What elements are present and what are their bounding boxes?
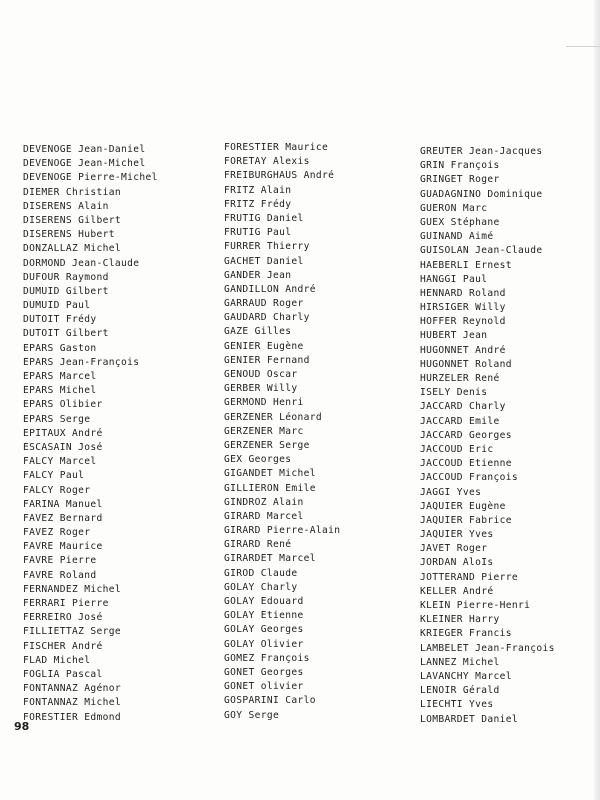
list-item: DISERENS Hubert bbox=[23, 229, 115, 241]
name-column-3 bbox=[420, 145, 555, 727]
list-item: FAVRE Maurice bbox=[23, 541, 103, 553]
list-item: EPARS Gaston bbox=[23, 342, 97, 354]
list-item: JAQUIER Eugène bbox=[420, 500, 506, 512]
list-item: GAUDARD Charly bbox=[224, 312, 310, 324]
list-item: FONTANNAZ Agénor bbox=[23, 683, 122, 695]
list-item: GUISOLAN Jean-Claude bbox=[420, 245, 543, 257]
list-item: GUINAND Aimé bbox=[420, 231, 494, 243]
list-item: KRIEGER Francis bbox=[420, 628, 512, 640]
list-item: JACCOUD François bbox=[420, 472, 519, 484]
list-item: FORESTIER Edmond bbox=[23, 711, 122, 723]
list-item: FAVEZ Roger bbox=[23, 527, 91, 539]
list-item: FRUTIG Paul bbox=[224, 227, 292, 239]
list-item: EPITAUX André bbox=[23, 427, 103, 439]
list-item: FRITZ Frédy bbox=[224, 198, 292, 210]
list-item: JACCOUD Eric bbox=[420, 443, 494, 455]
name-column-2 bbox=[224, 141, 340, 723]
list-item: GIRARD Pierre-Alain bbox=[224, 525, 341, 537]
list-item: LAMBELET Jean-François bbox=[420, 642, 555, 654]
list-item: GINDROZ Alain bbox=[224, 496, 304, 508]
list-item: EPARS Michel bbox=[23, 385, 97, 397]
list-item: DUMUID Paul bbox=[23, 300, 91, 312]
list-item: HUGONNET Roland bbox=[420, 358, 512, 370]
list-item: HOFFER Reynold bbox=[420, 316, 506, 328]
list-item: DEVENOGE Jean-Daniel bbox=[23, 144, 146, 155]
page-edge bbox=[594, 0, 600, 800]
list-item: FERRARI Pierre bbox=[23, 598, 109, 609]
list-item: GOMEZ François bbox=[224, 652, 310, 664]
list-item: JACCARD Georges bbox=[420, 429, 512, 441]
list-item: GIRARDET Marcel bbox=[224, 553, 316, 565]
list-item: GIROD Claude bbox=[224, 567, 298, 579]
list-item: GAZE Gilles bbox=[224, 326, 292, 338]
list-item: FOGLIA Pascal bbox=[23, 668, 103, 680]
list-item: GERZENER Léonard bbox=[224, 411, 323, 423]
list-item: HENNARD Roland bbox=[420, 287, 506, 299]
list-item: LANNEZ Michel bbox=[420, 656, 500, 668]
list-item: GIGANDET Michel bbox=[224, 468, 316, 480]
list-item: ESCASAIN José bbox=[23, 441, 103, 453]
list-item: DUTOIT Gilbert bbox=[23, 328, 109, 340]
list-item: FAVRE Roland bbox=[23, 569, 97, 581]
list-item: HIRSIGER Willy bbox=[420, 302, 506, 314]
list-item: FAVEZ Bernard bbox=[23, 512, 103, 524]
list-item: GEX Georges bbox=[224, 454, 292, 466]
list-item: GUADAGNINO Dominique bbox=[420, 188, 543, 200]
list-item: DEVENOGE Pierre-Michel bbox=[23, 172, 158, 184]
list-item: JAVET Roger bbox=[420, 543, 488, 555]
list-item: JAGGI Yves bbox=[420, 486, 482, 498]
list-item: FERREIRO José bbox=[23, 612, 103, 624]
list-item: KLEINER Harry bbox=[420, 614, 500, 626]
list-item: GANDILLON André bbox=[224, 283, 316, 295]
list-item: GENOUD Oscar bbox=[224, 369, 298, 380]
list-item: JACCARD Emile bbox=[420, 415, 500, 427]
name-column-1 bbox=[23, 143, 158, 725]
list-item: HUGONNET André bbox=[420, 344, 506, 356]
list-item: ISELY Denis bbox=[420, 387, 488, 399]
list-item: GUEX Stéphane bbox=[420, 216, 500, 228]
list-item: JORDAN AloIs bbox=[420, 557, 494, 569]
list-item: JAQUIER Yves bbox=[420, 529, 494, 541]
list-item: DUFOUR Raymond bbox=[23, 271, 109, 283]
list-item: DIEMER Christian bbox=[23, 186, 122, 198]
list-item: EPARS Marcel bbox=[23, 371, 97, 382]
list-item: GARRAUD Roger bbox=[224, 298, 304, 310]
list-item: GANDER Jean bbox=[224, 269, 292, 281]
list-item: LAVANCHY Marcel bbox=[420, 670, 512, 682]
list-item: DUTOIT Frédy bbox=[23, 314, 97, 326]
list-item: FREIBURGHAUS André bbox=[224, 170, 335, 182]
list-item: HUBERT Jean bbox=[420, 330, 488, 342]
list-item: FRUTIG Daniel bbox=[224, 212, 304, 224]
list-item: DISERENS Alain bbox=[23, 200, 109, 212]
list-item: LOMBARDET Daniel bbox=[420, 713, 519, 725]
list-item: GONET Georges bbox=[224, 666, 304, 678]
list-item: GERZENER Serge bbox=[224, 439, 310, 451]
list-item: GREUTER Jean-Jacques bbox=[420, 146, 543, 157]
list-item: GOLAY Olivier bbox=[224, 638, 304, 650]
list-item: FLAD Michel bbox=[23, 654, 91, 666]
list-item: JACCARD Charly bbox=[420, 401, 506, 413]
list-item: FERNANDEZ Michel bbox=[23, 583, 122, 595]
list-item: GACHET Daniel bbox=[224, 255, 304, 267]
list-item: FAVRE Pierre bbox=[23, 555, 97, 567]
list-item: FONTANNAZ Michel bbox=[23, 697, 122, 709]
list-item: JAQUIER Fabrice bbox=[420, 514, 512, 526]
list-item: FRITZ Alain bbox=[224, 184, 292, 196]
list-item: DEVENOGE Jean-Michel bbox=[23, 158, 146, 170]
list-item: KELLER André bbox=[420, 585, 494, 597]
list-item: HANGGI Paul bbox=[420, 273, 488, 285]
list-item: GRIN François bbox=[420, 160, 500, 172]
list-item: FILLIETTAZ Serge bbox=[23, 626, 122, 638]
page-number: 98 bbox=[14, 720, 30, 733]
list-item: GIRARD René bbox=[224, 539, 292, 551]
list-item: EPARS Jean-François bbox=[23, 356, 140, 368]
list-item: FURRER Thierry bbox=[224, 241, 310, 253]
list-item: DISERENS Gilbert bbox=[23, 214, 122, 226]
list-item: LENOIR Gérald bbox=[420, 685, 500, 697]
list-item: FALCY Roger bbox=[23, 484, 91, 496]
list-item: KLEIN Pierre-Henri bbox=[420, 600, 531, 611]
list-item: GERZENER Marc bbox=[224, 425, 304, 437]
list-item: GRINGET Roger bbox=[420, 174, 500, 186]
list-item: FARINA Manuel bbox=[23, 498, 103, 510]
list-item: FORETAY Alexis bbox=[224, 156, 310, 168]
list-item: GENIER Eugène bbox=[224, 340, 304, 352]
list-item: LIECHTI Yves bbox=[420, 699, 494, 711]
list-item: HAEBERLI Ernest bbox=[420, 259, 512, 271]
list-item: GOLAY Charly bbox=[224, 581, 298, 593]
list-item: GENIER Fernand bbox=[224, 354, 310, 366]
list-item: GOLAY Etienne bbox=[224, 610, 304, 622]
list-item: EPARS Serge bbox=[23, 413, 91, 425]
list-item: JACCOUD Etienne bbox=[420, 458, 512, 470]
list-item: GIRARD Marcel bbox=[224, 510, 304, 522]
fold-mark bbox=[566, 46, 600, 47]
list-item: GILLIERON Emile bbox=[224, 482, 316, 494]
list-item: FORESTIER Maurice bbox=[224, 142, 329, 153]
list-item: GERBER Willy bbox=[224, 383, 298, 395]
list-item: DORMOND Jean-Claude bbox=[23, 257, 140, 269]
list-item: JOTTERAND Pierre bbox=[420, 571, 519, 583]
list-item: FISCHER André bbox=[23, 640, 103, 652]
list-item: HURZELER René bbox=[420, 373, 500, 384]
list-item: GOLAY Edouard bbox=[224, 596, 304, 607]
list-item: GERMOND Henri bbox=[224, 397, 304, 409]
list-item: GOSPARINI Carlo bbox=[224, 695, 316, 707]
list-item: GOLAY Georges bbox=[224, 624, 304, 636]
list-item: FALCY Paul bbox=[23, 470, 85, 482]
list-item: EPARS Olibier bbox=[23, 399, 103, 411]
list-item: DUMUID Gilbert bbox=[23, 285, 109, 297]
list-item: DONZALLAZ Michel bbox=[23, 243, 122, 255]
list-item: GOY Serge bbox=[224, 709, 280, 721]
list-item: FALCY Marcel bbox=[23, 456, 97, 468]
list-item: GONET olivier bbox=[224, 681, 304, 693]
list-item: GUERON Marc bbox=[420, 202, 488, 214]
